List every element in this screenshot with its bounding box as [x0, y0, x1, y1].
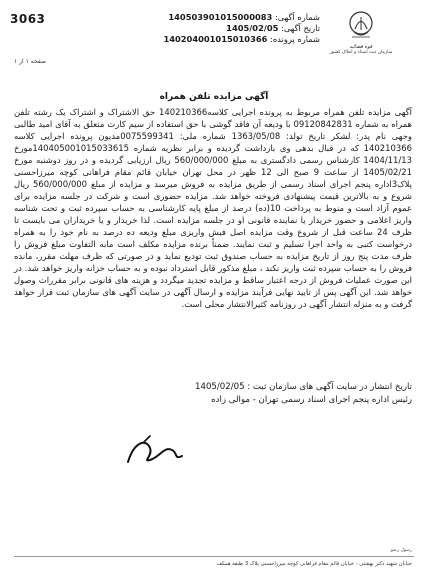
page-number: صفحه ۱ از ۱	[14, 58, 46, 65]
ad-metadata	[163, 12, 320, 45]
signature-icon	[120, 432, 190, 472]
ad-number-value: 140503901015000083	[168, 12, 273, 22]
document-number: 3063	[10, 12, 46, 26]
ad-date-label: تاریخ آگهی:	[281, 23, 320, 33]
emblem-title: قوه قضائیه	[349, 44, 373, 50]
bottom-label: رسول رضو	[388, 548, 412, 553]
ad-date-value: 1405/02/05	[226, 23, 279, 33]
office-address: خیابان شهید دکتر بهشتی - خیابان قائم مقام فراهانی کوچه میرزاحسنی پلاک 3 طبقه همکف	[216, 561, 412, 567]
signer-line: رئیس اداره پنجم اجرای اسناد رسمی تهران - موالی زاده	[211, 394, 412, 405]
file-number-value: 140204001015010366	[163, 34, 268, 44]
emblem-subtitle: سازمان ثبت اسناد و املاک کشور	[329, 50, 393, 55]
organization-emblem	[322, 10, 400, 80]
ad-number-label: شماره آگهی:	[274, 12, 320, 22]
judiciary-emblem-icon	[346, 10, 376, 44]
publish-date-line: تاریخ انتشار در سایت آگهی های سازمان ثبت : 1405/02/05	[195, 382, 412, 392]
file-number-row	[163, 34, 320, 45]
ad-body-text: آگهی مزایده تلفن همراه مربوط به پرونده اجرایی کلاسه140210366 حق الاشتراک و اشتراک یک رشته تلفن همراه به شماره 09120842831 با ودیعه آن فاقد گوشی با حق استفاده از سیم کارت متعلق به آقای امید طالبی وجهی نام پدر: لشکر تاریخ تولد: 1363/05/08 شماره ملی: 0075599341مدیون پرونده اجرایی کلاسه 140210366 که در قبال بدهی وی بازداشت گردیده و برابر نظریه شماره 140405001015033615مورخ 1404/11/13 کارشناس رسمی دادگستری به مبلغ 560/000/000 ریال ارزیابی گردیده و در روز دوشنبه مورخ 1405/02/21 از ساعت 9 صبح الی 12 ظهر در محل تهران خیابان قائم مقام فراهانی کوچه میرزاحسنی پلاک3اداره پنجم اجرای اسناد رسمی از طریق مزایده به فروش میرسد و مزایده از مبلغ 560/000/000 ریال شروع و به بالاترین قیمت پیشنهادی فروخته خواهد شد. مزایده حضوری است و شرکت در جلسه مزایده برای عموم آزاد است و منوط به پرداخت 10(ده) درصد از مبلغ پایه کارشناسی به حساب سپرده ثبت و تحت شناسه واریز اعلامی و حضور خریدار یا نماینده قانونی او در جلسه مزایده است. لذا خریدار و یا خریداران می بایست تا ظرف 24 ساعت قبل از شروع وقت مزایده اصل فیش واریزی مبلغ ودیعه ده درصد به نام خود را به همراه درخواست کتبی به واحد اجرا تسلیم و ثبت نمایند. ضمناً برنده مزایده مکلف است مابه التفاوت مبلغ فروش را ظرف مدت پنج روز از تاریخ مزایده به حساب صندوق ثبت تودیع نماید و در صورتی که ظرف مهلت مقرر، مانده فروش را به حساب سپرده ثبت واریز نکند ، مبلغ مذکور قابل استرداد نبوده و به حساب خزانه واریز خواهد شد. در این صورت عملیات فروش از درجه اعتبار ساقط و مزایده تجدید میگردد و هزینه های قانونی برابر مقررات وصول خواهد شد. این آگهی پس از تایید نهایی فرآیند مزایده و ارسال آگهی در سایت آگهی های سازمان ثبت قرار خواهد گرفت و به منزله انتشار آگهی در روزنامه کثیرالانتشار محلی است.	[14, 107, 413, 309]
file-number-label: شماره پرونده:	[270, 34, 320, 44]
ad-date-row	[163, 23, 320, 34]
ad-number-row	[163, 12, 320, 23]
ad-title: آگهی مزایده تلفن همراه	[159, 92, 269, 102]
ad-footer	[14, 381, 412, 406]
bottom-divider	[14, 556, 414, 557]
